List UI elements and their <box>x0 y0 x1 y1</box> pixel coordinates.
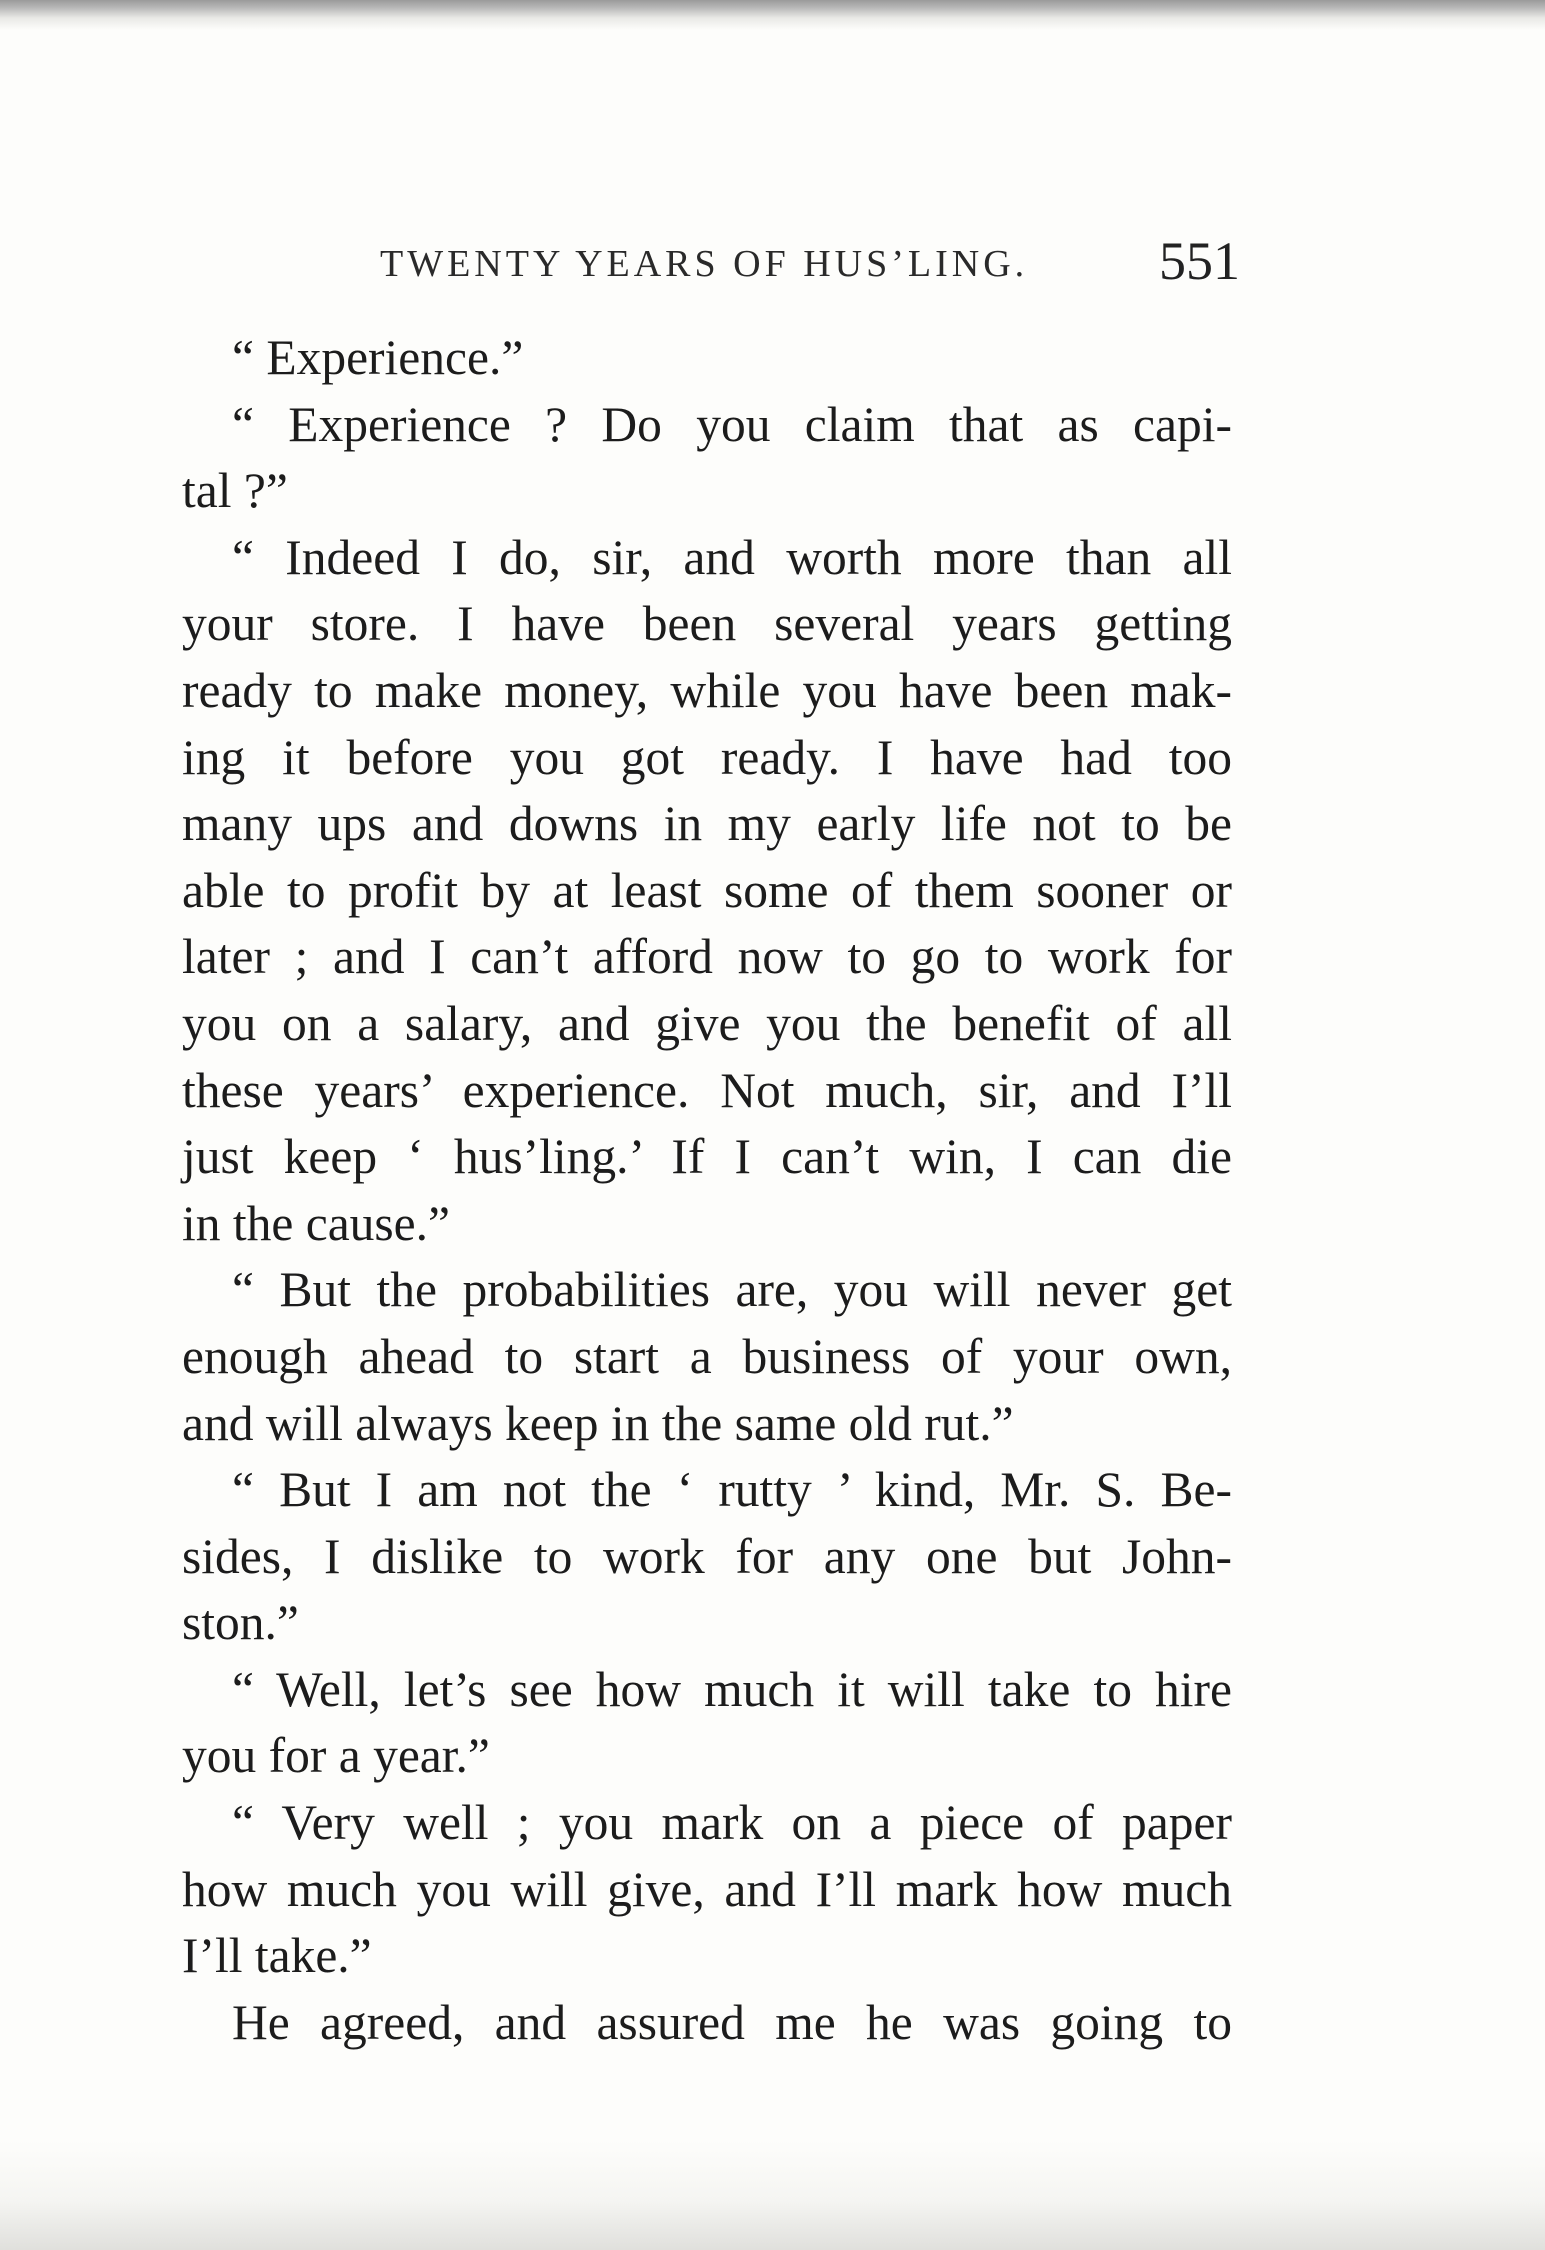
text-line: these years’ experience. Not much, sir, and I’ll <box>182 1062 1232 1118</box>
text-line: ston.” <box>182 1595 299 1651</box>
text-line: ready to make money, while you have been mak- <box>182 662 1232 718</box>
scan-bottom-edge <box>0 2140 1545 2250</box>
text-line: “ Experience.” <box>232 330 524 385</box>
text-line: tal ?” <box>182 463 288 519</box>
text-line: “ Well, let’s see how much it will take to hire <box>232 1661 1232 1717</box>
text-line: able to profit by at least some of them sooner or <box>182 862 1232 918</box>
text-line: “ Very well ; you mark on a piece of paper <box>232 1795 1232 1851</box>
text-line: “ But I am not the ‘ rutty ’ kind, Mr. S. Be- <box>232 1462 1232 1518</box>
text-line: your store. I have been several years getting <box>182 596 1232 652</box>
text-line: He agreed, and assured me he was going to <box>232 1994 1232 2050</box>
running-head: TWENTY YEARS OF HUS’LING. <box>380 243 1029 285</box>
page-header <box>380 230 1240 300</box>
text-line: in the cause.” <box>182 1195 450 1251</box>
text-line: “ But the probabilities are, you will never get <box>232 1262 1232 1318</box>
text-line: later ; and I can’t afford now to go to work for <box>182 929 1232 985</box>
text-line: I’ll take.” <box>182 1928 372 1984</box>
text-line: and will always keep in the same old rut.” <box>182 1395 1014 1451</box>
text-line: you for a year.” <box>182 1728 490 1784</box>
text-line: how much you will give, and I’ll mark how much <box>182 1861 1232 1917</box>
scan-top-edge <box>0 0 1545 30</box>
text-line: enough ahead to start a business of your own, <box>182 1328 1232 1384</box>
text-line: many ups and downs in my early life not to be <box>182 796 1232 852</box>
text-line: “ Indeed I do, sir, and worth more than all <box>232 529 1232 585</box>
text-line: sides, I dislike to work for any one but John- <box>182 1528 1232 1584</box>
text-line: ing it before you got ready. I have had too <box>182 729 1232 785</box>
text-line: you on a salary, and give you the benefit of all <box>182 995 1232 1051</box>
body-text <box>182 325 1232 2056</box>
page-number: 551 <box>1159 231 1240 291</box>
text-line: just keep ‘ hus’ling.’ If I can’t win, I can die <box>182 1129 1232 1185</box>
text-line: “ Experience ? Do you claim that as capi- <box>232 396 1232 452</box>
